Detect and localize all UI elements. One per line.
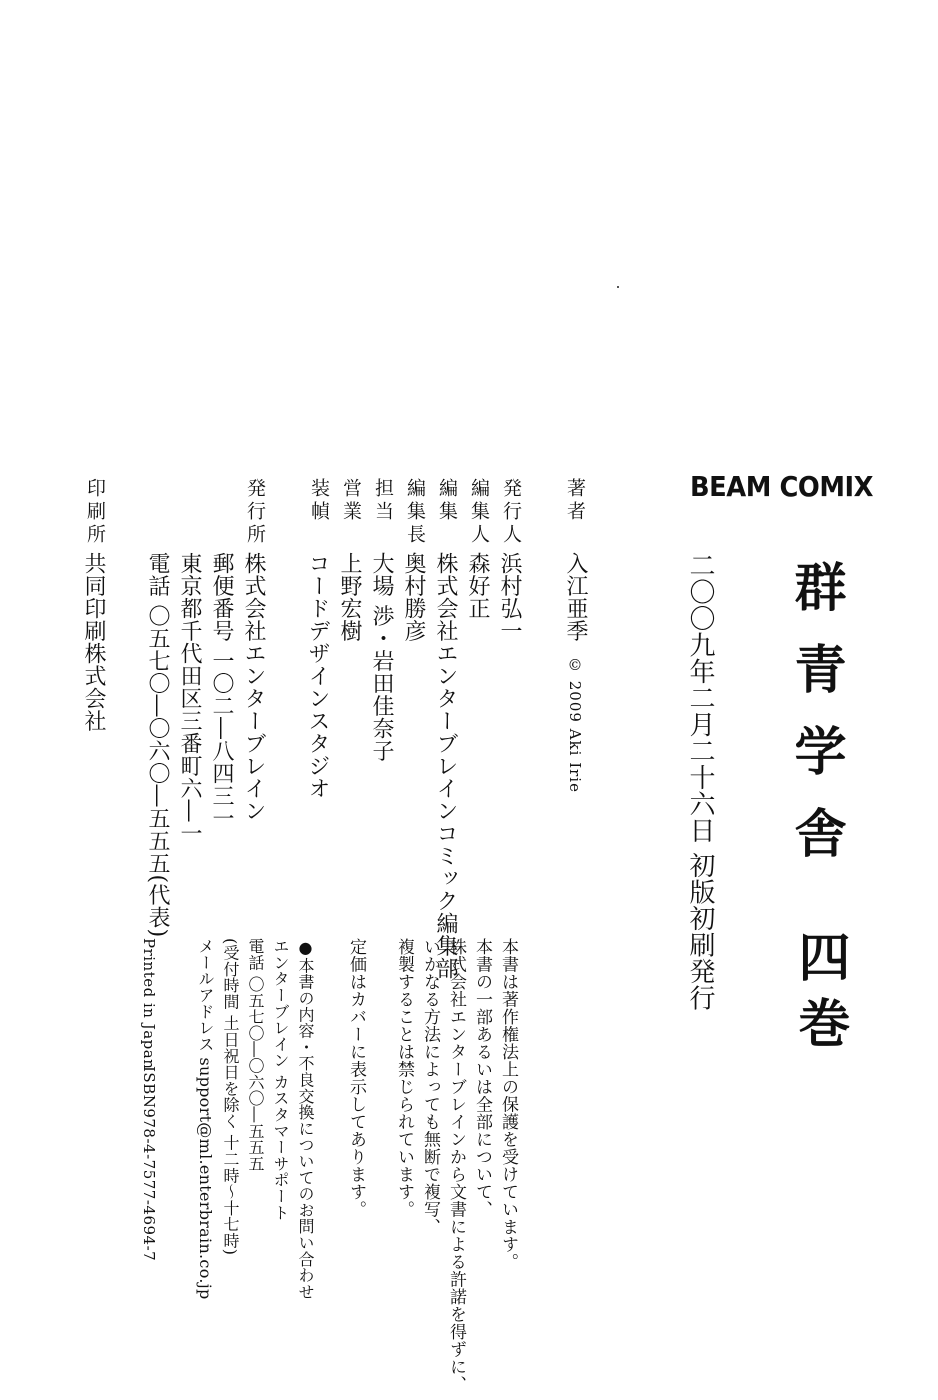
publisher-line-postal: 郵便番号 一〇二―八四三一 — [209, 552, 234, 830]
credit-value-editing: 株式会社エンターブレインコミック編集部 — [433, 552, 458, 980]
isbn-number: ISBN978-4-7577-4694-7 — [140, 1066, 158, 1262]
credit-label-in-charge: 担当 — [372, 478, 394, 524]
credit-value-publisher-person: 浜村弘一 — [497, 552, 522, 642]
publisher-line-address: 東京都千代田区三番町六―一 — [177, 552, 202, 845]
printed-in-japan: Printed in Japan — [140, 938, 158, 1070]
scan-speck — [617, 286, 619, 288]
volume-number: 四巻 — [789, 930, 850, 1062]
author-copyright: © 2009 Aki Irie — [566, 656, 584, 793]
author-name: 入江亜季 — [563, 552, 588, 642]
inquiry-line-1: ●本書の内容・不良交換についてのお問い合わせ — [296, 938, 315, 1300]
credit-value-editor-person: 森好正 — [465, 552, 490, 620]
inquiry-line-5: メールアドレス support@ml.enterbrain.co.jp — [196, 938, 215, 1300]
credit-value-author — [560, 552, 591, 793]
inquiry-line-4: (受付時間 土日祝日を除く 十二時〜十七時) — [221, 938, 240, 1256]
inquiry-line-2: エンターブレイン カスタマーサポート — [271, 938, 290, 1221]
book-title: 群青学舎 — [785, 560, 846, 888]
edition-date: 二〇〇九年二月二十六日 初版初刷発行 — [685, 552, 715, 1012]
credit-label-editing: 編集 — [436, 478, 458, 524]
printer-label: 印刷所 — [84, 478, 106, 547]
inquiry-line-3: 電話 〇五七〇―〇六〇―五五五 — [246, 938, 265, 1172]
brand-label: BEAM COMIX — [690, 470, 874, 503]
price-notice: 定価はカバーに表示してあります。 — [346, 938, 366, 1218]
credit-value-sales: 上野宏樹 — [337, 552, 362, 642]
credit-label-publisher-person: 発行人 — [500, 478, 522, 547]
publisher-label: 発行所 — [244, 478, 266, 547]
credit-value-design: コードデザインスタジオ — [305, 552, 330, 800]
printer-value: 共同印刷株式会社 — [81, 552, 106, 732]
credit-label-author: 著者 — [564, 478, 586, 524]
notice-line-2: 本書の一部あるいは全部について、 — [472, 938, 492, 1218]
notice-line-4: いかなる方法によっても無断で複写、 — [420, 938, 440, 1236]
notice-line-3: 株式会社エンターブレインから文書による許諾を得ずに、 — [446, 938, 466, 1393]
credit-label-chief-editor: 編集長 — [404, 478, 426, 547]
publisher-line-name: 株式会社エンターブレイン — [241, 552, 266, 822]
notice-line-1: 本書は著作権法上の保護を受けています。 — [498, 938, 518, 1271]
credit-label-sales: 営業 — [340, 478, 362, 524]
publisher-line-phone: 電話 〇五七〇―〇六〇―五五五(代表) — [145, 552, 170, 938]
credit-label-design: 装幀 — [308, 478, 330, 524]
credit-label-editor-person: 編集人 — [468, 478, 490, 547]
credit-value-chief-editor: 奥村勝彦 — [401, 552, 426, 642]
credit-value-in-charge: 大場 渉・岩田佳奈子 — [369, 552, 394, 762]
notice-line-5: 複製することは禁じられています。 — [394, 938, 414, 1218]
